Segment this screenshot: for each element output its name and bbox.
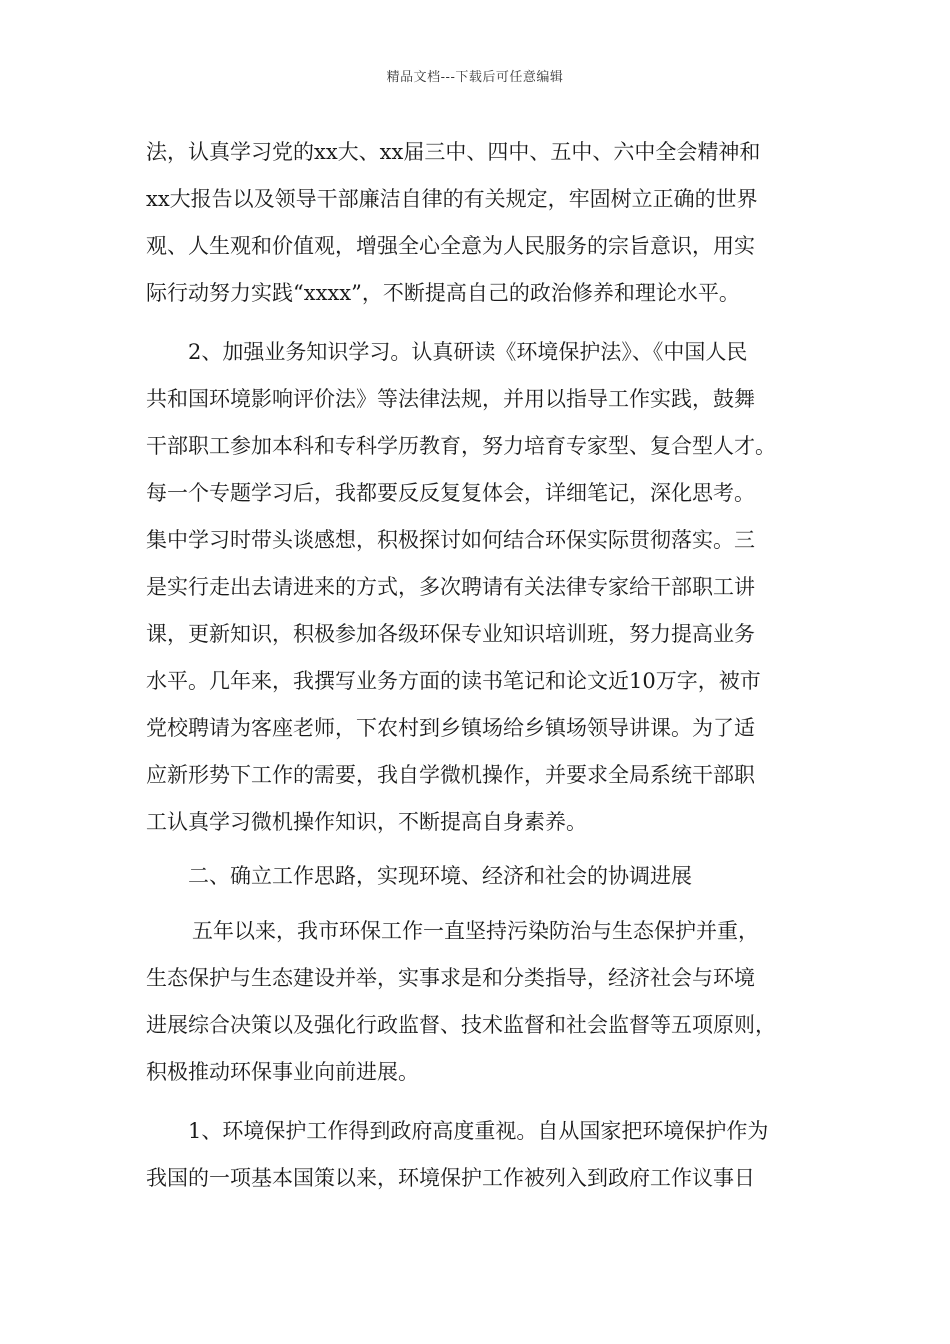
body-line: xx大报告以及领导干部廉洁自律的有关规定，牢固树立正确的世界 [146, 187, 758, 211]
body-line: 集中学习时带头谈感想，积极探讨如何结合环保实际贯彻落实。三 [146, 528, 755, 552]
body-line: 工认真学习微机操作知识，不断提高自身素养。 [146, 810, 587, 834]
paragraph-start-line: 五年以来，我市环保工作一直坚持污染防治与生态保护并重， [192, 919, 759, 943]
body-line: 是实行走出去请进来的方式，多次聘请有关法律专家给干部职工讲 [146, 575, 755, 599]
body-line: 课，更新知识，积极参加各级环保专业知识培训班，努力提高业务 [146, 622, 755, 646]
paragraph-start-line: 1、环境保护工作得到政府高度重视。自从国家把环境保护作为 [188, 1119, 769, 1143]
body-line: 生态保护与生态建设并举，实事求是和分类指导，经济社会与环境 [146, 966, 755, 990]
body-line: 干部职工参加本科和专科学历教育，努力培育专家型、复合型人才。 [146, 434, 776, 458]
body-line: 应新形势下工作的需要，我自学微机操作，并要求全局系统干部职 [146, 763, 755, 787]
body-line: 法，认真学习党的xx大、xx届三中、四中、五中、六中全会精神和 [146, 140, 761, 164]
body-line: 我国的一项基本国策以来，环境保护工作被列入到政府工作议事日 [146, 1166, 755, 1190]
body-line: 积极推动环保事业向前进展。 [146, 1060, 419, 1084]
body-line: 每一个专题学习后，我都要反反复复体会，详细笔记，深化思考。 [146, 481, 755, 505]
body-line: 水平。几年来，我撰写业务方面的读书笔记和论文近10万字，被市 [146, 669, 761, 693]
body-line: 进展综合决策以及强化行政监督、技术监督和社会监督等五项原则， [146, 1013, 776, 1037]
body-line: 际行动努力实践“xxxx”，不断提高自己的政治修养和理论水平。 [146, 281, 740, 305]
body-line: 党校聘请为客座老师，下农村到乡镇场给乡镇场领导讲课。为了适 [146, 716, 755, 740]
page-header: 精品文档---下载后可任意编辑 [386, 70, 564, 85]
section-heading: 二、确立工作思路，实现环境、经济和社会的协调进展 [188, 864, 692, 888]
paragraph-start-line: 2、加强业务知识学习。认真研读《环境保护法》、《中国人民 [188, 340, 748, 364]
body-line: 共和国环境影响评价法》等法律法规，并用以指导工作实践，鼓舞 [146, 387, 755, 411]
body-line: 观、人生观和价值观，增强全心全意为人民服务的宗旨意识，用实 [146, 234, 755, 258]
